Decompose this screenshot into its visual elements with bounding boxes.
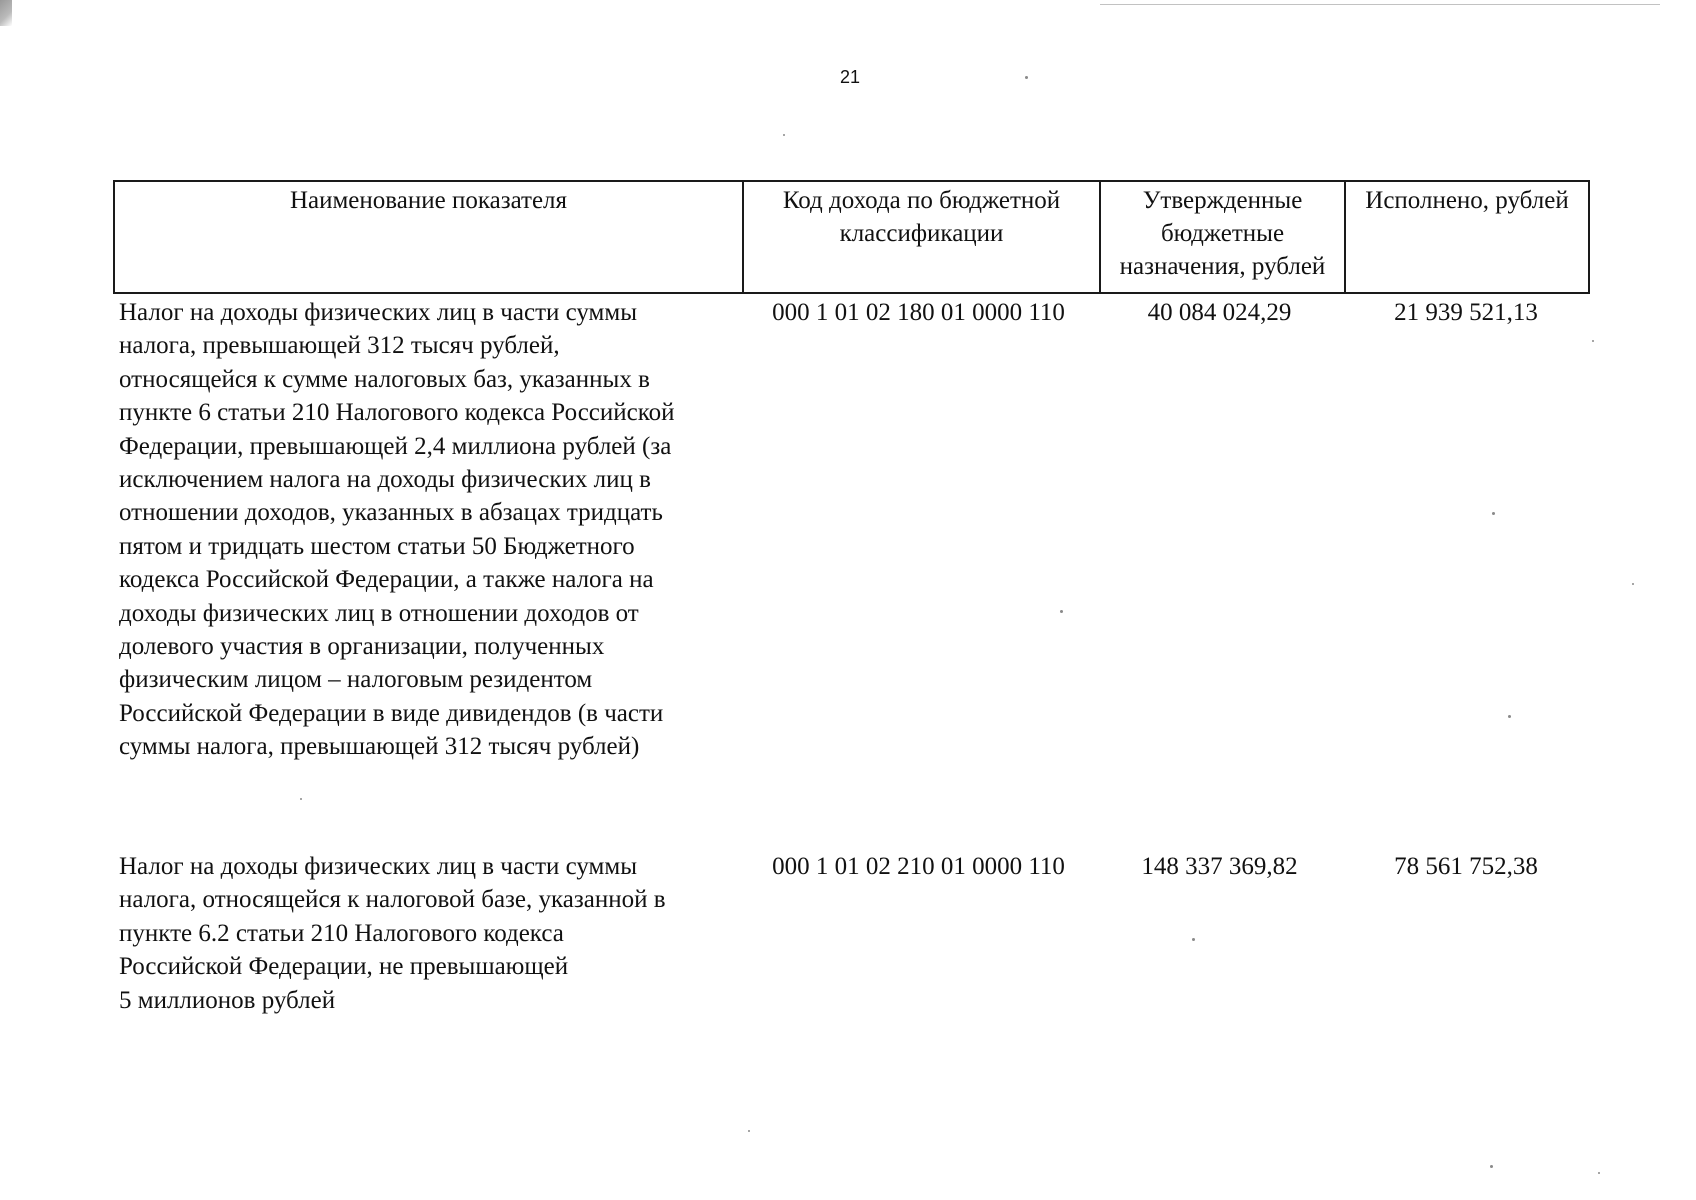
scan-speck [1025,76,1028,79]
header-income-code: Код дохода по бюджетной классификации [742,182,1099,292]
indicator-name-line: налога, превышающей 312 тысяч рублей, [119,332,560,360]
indicator-name-line: доходы физических лиц в отношении доходов от [119,599,639,627]
indicator-name [113,850,740,1017]
header-indicator-name: Наименование показателя [289,187,568,214]
indicator-name-line: пункте 6.2 статьи 210 Налогового кодекса [119,919,564,947]
indicator-name-line: Российской Федерации в виде дивидендов (в части [119,699,664,727]
indicator-name-line: 5 миллионов рублей [119,986,336,1014]
indicator-name-line: пункте 6 статьи 210 Налогового кодекса Российской [119,399,675,427]
scan-speck [1060,610,1063,613]
table-header [113,180,1590,294]
scan-speck [1632,583,1634,585]
scan-speck [1592,340,1594,342]
approved-amount: 148 337 369,82 [1141,853,1298,880]
header-executed: Исполнено, рублей [1344,182,1588,292]
table-row [113,850,1590,1017]
scan-speck [1192,938,1195,941]
indicator-name-line: Налог на доходы физических лиц в части суммы [119,853,637,880]
scan-speck [300,798,302,800]
scan-speck [1490,1165,1493,1168]
scan-speck [1508,715,1511,718]
indicator-name-line: налога, относящейся к налоговой базе, указанной в [119,886,666,914]
income-code: 000 1 01 02 210 01 0000 110 [772,853,1065,880]
indicator-name-line: пятом и тридцать шестом статьи 50 Бюджетного [119,532,635,560]
indicator-name-line: отношении доходов, указанных в абзацах тридцать [119,499,663,527]
header-approved: Утвержденные бюджетные назначения, рублей [1099,182,1344,292]
scan-speck [1492,512,1495,515]
scan-speck [1598,1172,1600,1174]
scan-speck [783,134,785,136]
indicator-name [113,296,740,764]
income-code: 000 1 01 02 180 01 0000 110 [772,299,1065,326]
executed-amount: 78 561 752,38 [1394,853,1538,880]
executed-amount: 21 939 521,13 [1394,299,1538,326]
indicator-name-line: исключением налога на доходы физических лиц в [119,466,651,494]
scan-top-line [1100,4,1660,5]
page-number: 21 [839,67,861,87]
indicator-name-line: кодекса Российской Федерации, а также налога на [119,566,654,594]
scan-edge-mark [0,0,12,26]
indicator-name-line: Налог на доходы физических лиц в части суммы [119,299,637,326]
indicator-name-line: Федерации, превышающей 2,4 миллиона рублей (за [119,432,672,460]
table-row [113,296,1590,764]
indicator-name-line: суммы налога, превышающей 312 тысяч рублей) [119,733,640,761]
indicator-name-line: относящейся к сумме налоговых баз, указанных в [119,365,650,393]
scan-speck [748,1130,750,1132]
approved-amount: 40 084 024,29 [1147,299,1292,326]
indicator-name-line: физическим лицом – налоговым резидентом [119,666,593,694]
indicator-name-line: долевого участия в организации, полученных [119,633,605,661]
indicator-name-line: Российской Федерации, не превышающей [119,953,569,981]
